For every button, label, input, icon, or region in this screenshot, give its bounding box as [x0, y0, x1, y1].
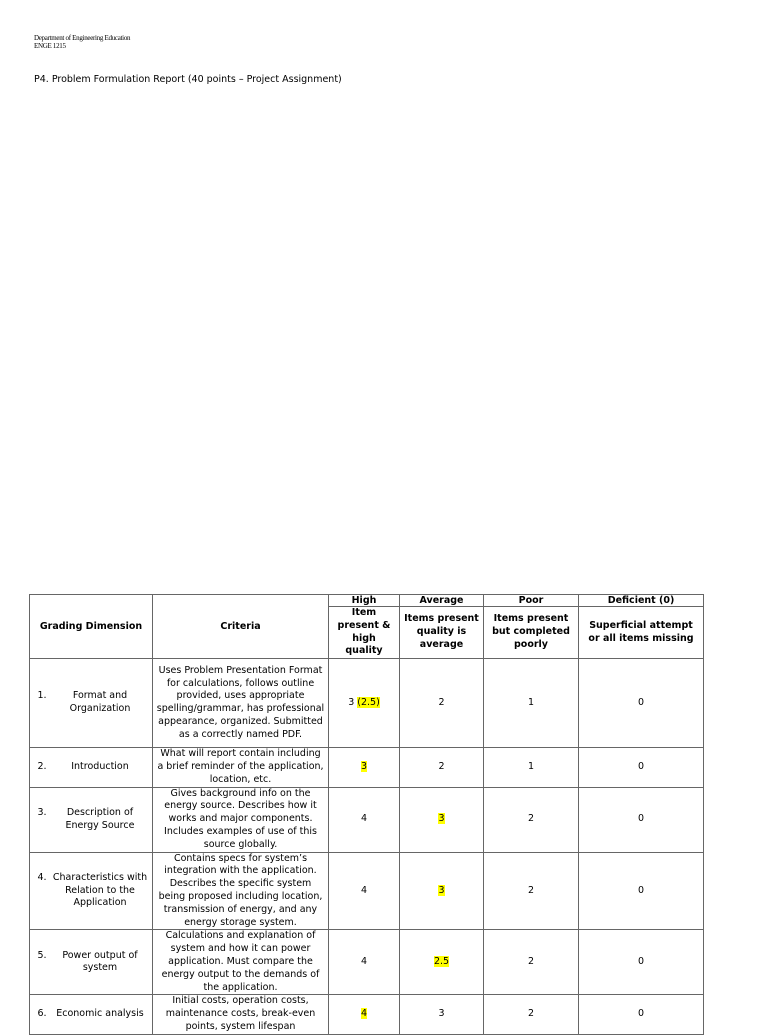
- row-number: 3.: [37, 806, 47, 818]
- score-value: 3: [348, 696, 355, 708]
- criteria-cell: Initial costs, operation costs, maintenance costs, break-even points, system lifespan: [153, 995, 329, 1034]
- department-name: Department of Engineering Education: [34, 34, 131, 42]
- grading-dimension-cell: [30, 930, 153, 995]
- score-deficient: 0: [579, 748, 704, 787]
- header-desc-deficient: Superficial attempt or all items missing: [579, 607, 704, 659]
- criteria-cell: Uses Problem Presentation Format for calculations, follows outline provided, uses appropriate spelling/grammar, has professional appearance, organized. Submitted as a correctly named PDF.: [153, 659, 329, 748]
- highlighted-score: 4: [360, 1008, 368, 1020]
- course-code: ENGE 1215: [34, 42, 66, 50]
- table-row: [30, 852, 704, 930]
- criteria-cell: Calculations and explanation of system and how it can power application. Must compare the energy output to the demands of the application.: [153, 930, 329, 995]
- dimension-label: Description of Energy Source: [65, 806, 135, 831]
- score-average: 3: [400, 995, 484, 1034]
- highlighted-score-note: (2.5): [357, 696, 380, 708]
- header-level-average: Average: [400, 595, 484, 607]
- score-poor: 1: [484, 748, 579, 787]
- score-high: [329, 659, 400, 748]
- row-number: 2.: [37, 760, 47, 772]
- criteria-cell: Gives background info on the energy source. Describes how it works and major components. Includes examples of use of this source globally.: [153, 787, 329, 852]
- score-high: [329, 748, 400, 787]
- score-high: 4: [329, 930, 400, 995]
- score-deficient: 0: [579, 852, 704, 930]
- grading-rubric-table: [29, 594, 704, 1035]
- table-row: [30, 930, 704, 995]
- grading-dimension-cell: [30, 852, 153, 930]
- table-header-row: [30, 595, 704, 607]
- table-row: [30, 995, 704, 1034]
- score-poor: 2: [484, 930, 579, 995]
- header-desc-poor: Items present but completed poorly: [484, 607, 579, 659]
- table-row: [30, 659, 704, 748]
- score-poor: 1: [484, 659, 579, 748]
- dimension-label: Characteristics with Relation to the Application: [52, 871, 148, 909]
- row-number: 4.: [37, 871, 47, 883]
- score-high: [329, 995, 400, 1034]
- row-number: 5.: [37, 949, 47, 961]
- score-high: 4: [329, 787, 400, 852]
- row-number: 1.: [37, 690, 47, 702]
- header-criteria: Criteria: [153, 595, 329, 659]
- score-poor: 2: [484, 995, 579, 1034]
- score-deficient: 0: [579, 995, 704, 1034]
- criteria-cell: Contains specs for system’s integration with the application. Describes the specific system being proposed including location, transmission of energy, and any energy storage system.: [153, 852, 329, 930]
- highlighted-score: 3: [438, 813, 445, 825]
- grading-dimension-cell: [30, 748, 153, 787]
- score-deficient: 0: [579, 787, 704, 852]
- row-number: 6.: [37, 1008, 47, 1020]
- table-row: [30, 787, 704, 852]
- score-average: 2: [400, 659, 484, 748]
- header-desc-high: Item present & high quality: [329, 607, 400, 659]
- header-desc-average: Items present quality is average: [400, 607, 484, 659]
- score-poor: 2: [484, 787, 579, 852]
- highlighted-score: 3: [438, 884, 445, 896]
- header-level-high: High: [329, 595, 400, 607]
- header-level-deficient: Deficient (0): [579, 595, 704, 607]
- grading-dimension-cell: [30, 659, 153, 748]
- score-high: 4: [329, 852, 400, 930]
- highlighted-score: 2.5: [433, 955, 450, 967]
- score-average: 2: [400, 748, 484, 787]
- dimension-label: Introduction: [71, 760, 129, 772]
- table-row: [30, 748, 704, 787]
- score-average: [400, 787, 484, 852]
- page-title: P4. Problem Formulation Report (40 points – Project Assignment): [34, 74, 342, 85]
- grading-dimension-cell: [30, 787, 153, 852]
- dimension-label: Economic analysis: [56, 1008, 144, 1020]
- score-deficient: 0: [579, 659, 704, 748]
- highlighted-score: 3: [360, 760, 368, 772]
- score-average: [400, 852, 484, 930]
- score-deficient: 0: [579, 930, 704, 995]
- header-level-poor: Poor: [484, 595, 579, 607]
- score-poor: 2: [484, 852, 579, 930]
- score-average: [400, 930, 484, 995]
- grading-dimension-cell: [30, 995, 153, 1034]
- header-grading-dimension: Grading Dimension: [30, 595, 153, 659]
- criteria-cell: What will report contain including a brief reminder of the application, location, etc.: [153, 748, 329, 787]
- dimension-label: Format and Organization: [69, 690, 131, 715]
- dimension-label: Power output of system: [62, 949, 138, 974]
